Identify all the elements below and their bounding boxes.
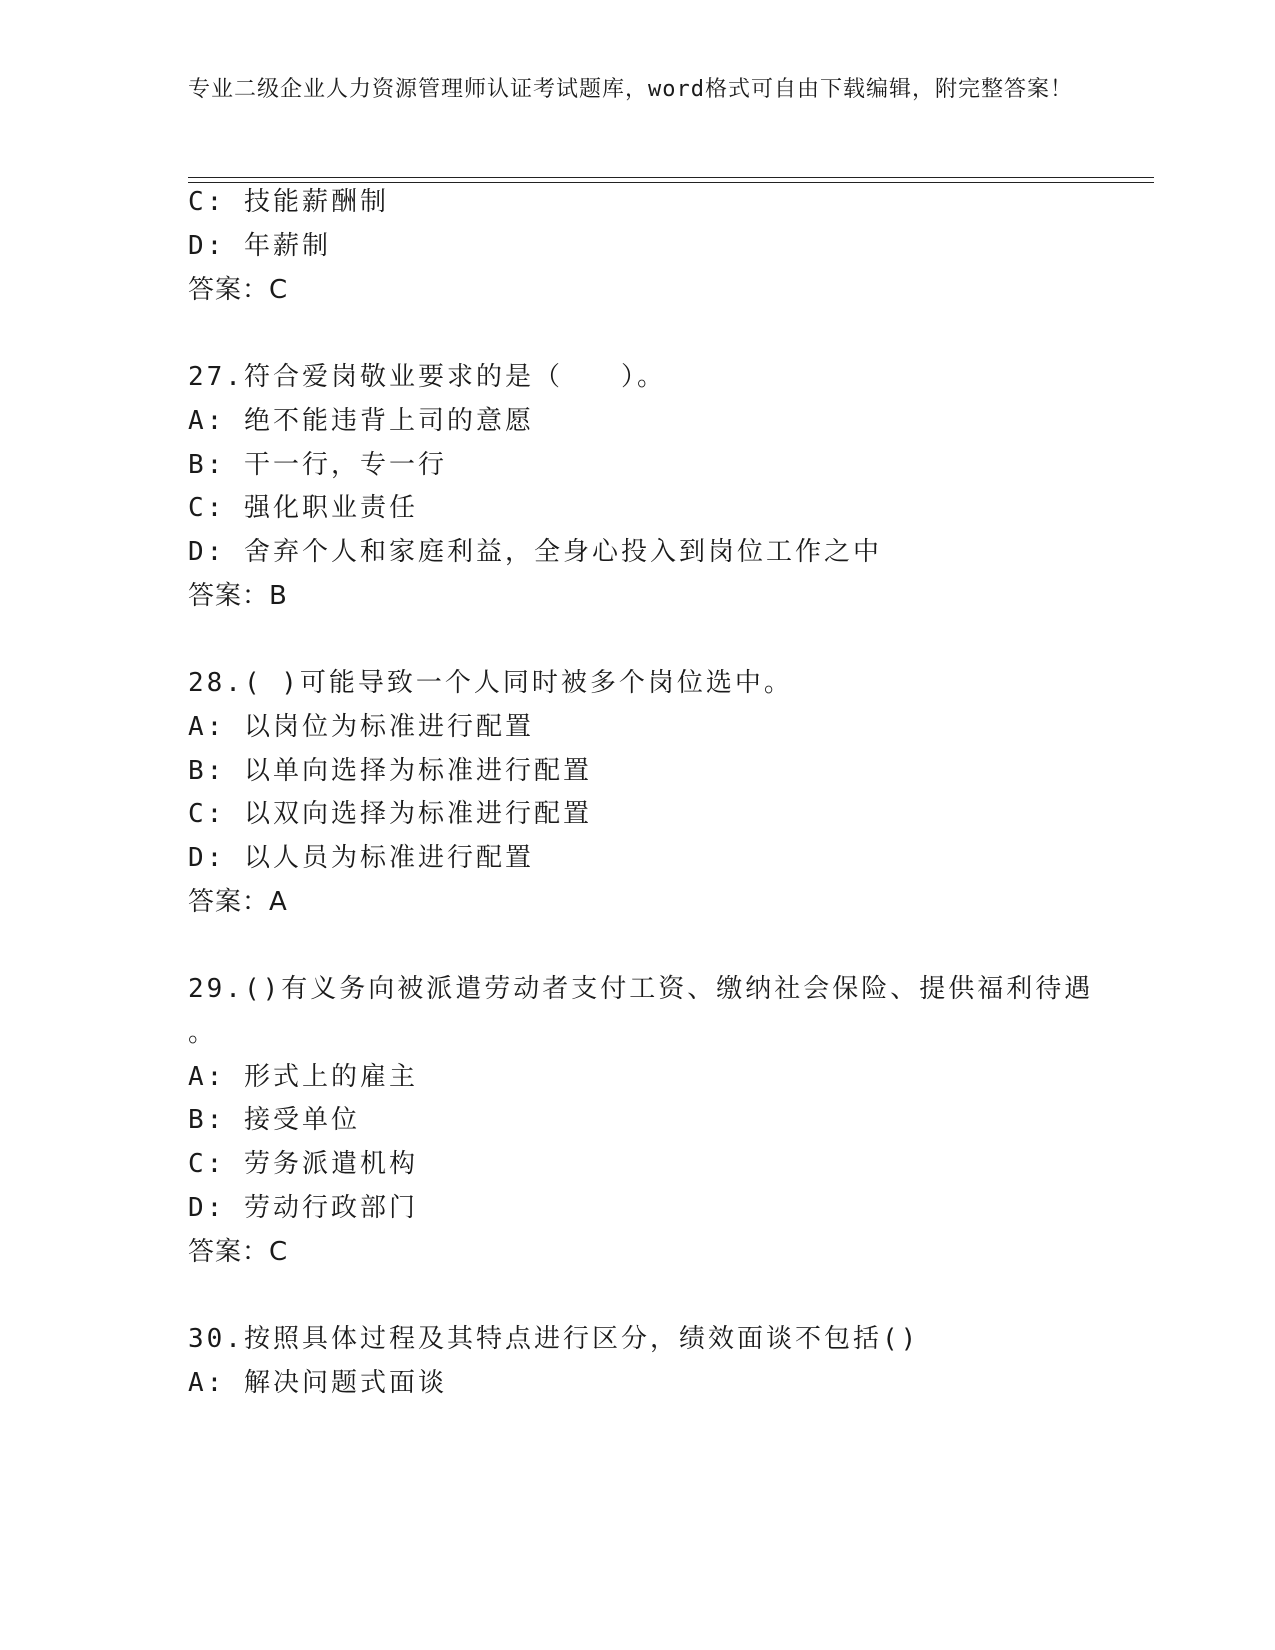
- q27-stem: 27.符合爱岗敬业要求的是（ ）。: [188, 362, 666, 392]
- q29-stem-line2: 。: [188, 1018, 218, 1048]
- q27-option-d: D: 舍弃个人和家庭利益，全身心投入到岗位工作之中: [188, 537, 882, 567]
- q28-option-c: C: 以双向选择为标准进行配置: [188, 799, 592, 829]
- q28-stem: 28.( )可能导致一个人同时被多个岗位选中。: [188, 668, 793, 698]
- q28-option-a: A: 以岗位为标准进行配置: [188, 712, 534, 742]
- q27-answer: 答案：B: [188, 581, 288, 611]
- q30-option-a: A: 解决问题式面谈: [188, 1368, 447, 1398]
- q29-option-a: A: 形式上的雇主: [188, 1062, 418, 1092]
- q30-stem: 30.按照具体过程及其特点进行区分，绩效面谈不包括(): [188, 1324, 920, 1354]
- prev-answer: 答案：C: [188, 275, 289, 305]
- q29-stem-line1: 29.()有义务向被派遣劳动者支付工资、缴纳社会保险、提供福利待遇: [188, 974, 1094, 1004]
- q27-option-a: A: 绝不能违背上司的意愿: [188, 406, 534, 436]
- q29-option-c: C: 劳务派遣机构: [188, 1149, 418, 1179]
- q28-answer: 答案：A: [188, 887, 288, 917]
- q28-option-d: D: 以人员为标准进行配置: [188, 843, 534, 873]
- q29-answer: 答案：C: [188, 1237, 289, 1267]
- q27-option-b: B: 干一行，专一行: [188, 450, 447, 480]
- q28-option-b: B: 以单向选择为标准进行配置: [188, 756, 592, 786]
- header-divider-top: [188, 177, 1154, 178]
- q29-option-d: D: 劳动行政部门: [188, 1193, 418, 1223]
- prev-option-d: D: 年薪制: [188, 231, 331, 261]
- header-divider-bottom: [188, 182, 1154, 183]
- prev-option-c: C: 技能薪酬制: [188, 187, 389, 217]
- document-header: 专业二级企业人力资源管理师认证考试题库，word格式可自由下载编辑，附完整答案！: [188, 77, 1073, 102]
- q29-option-b: B: 接受单位: [188, 1105, 360, 1135]
- q27-option-c: C: 强化职业责任: [188, 493, 418, 523]
